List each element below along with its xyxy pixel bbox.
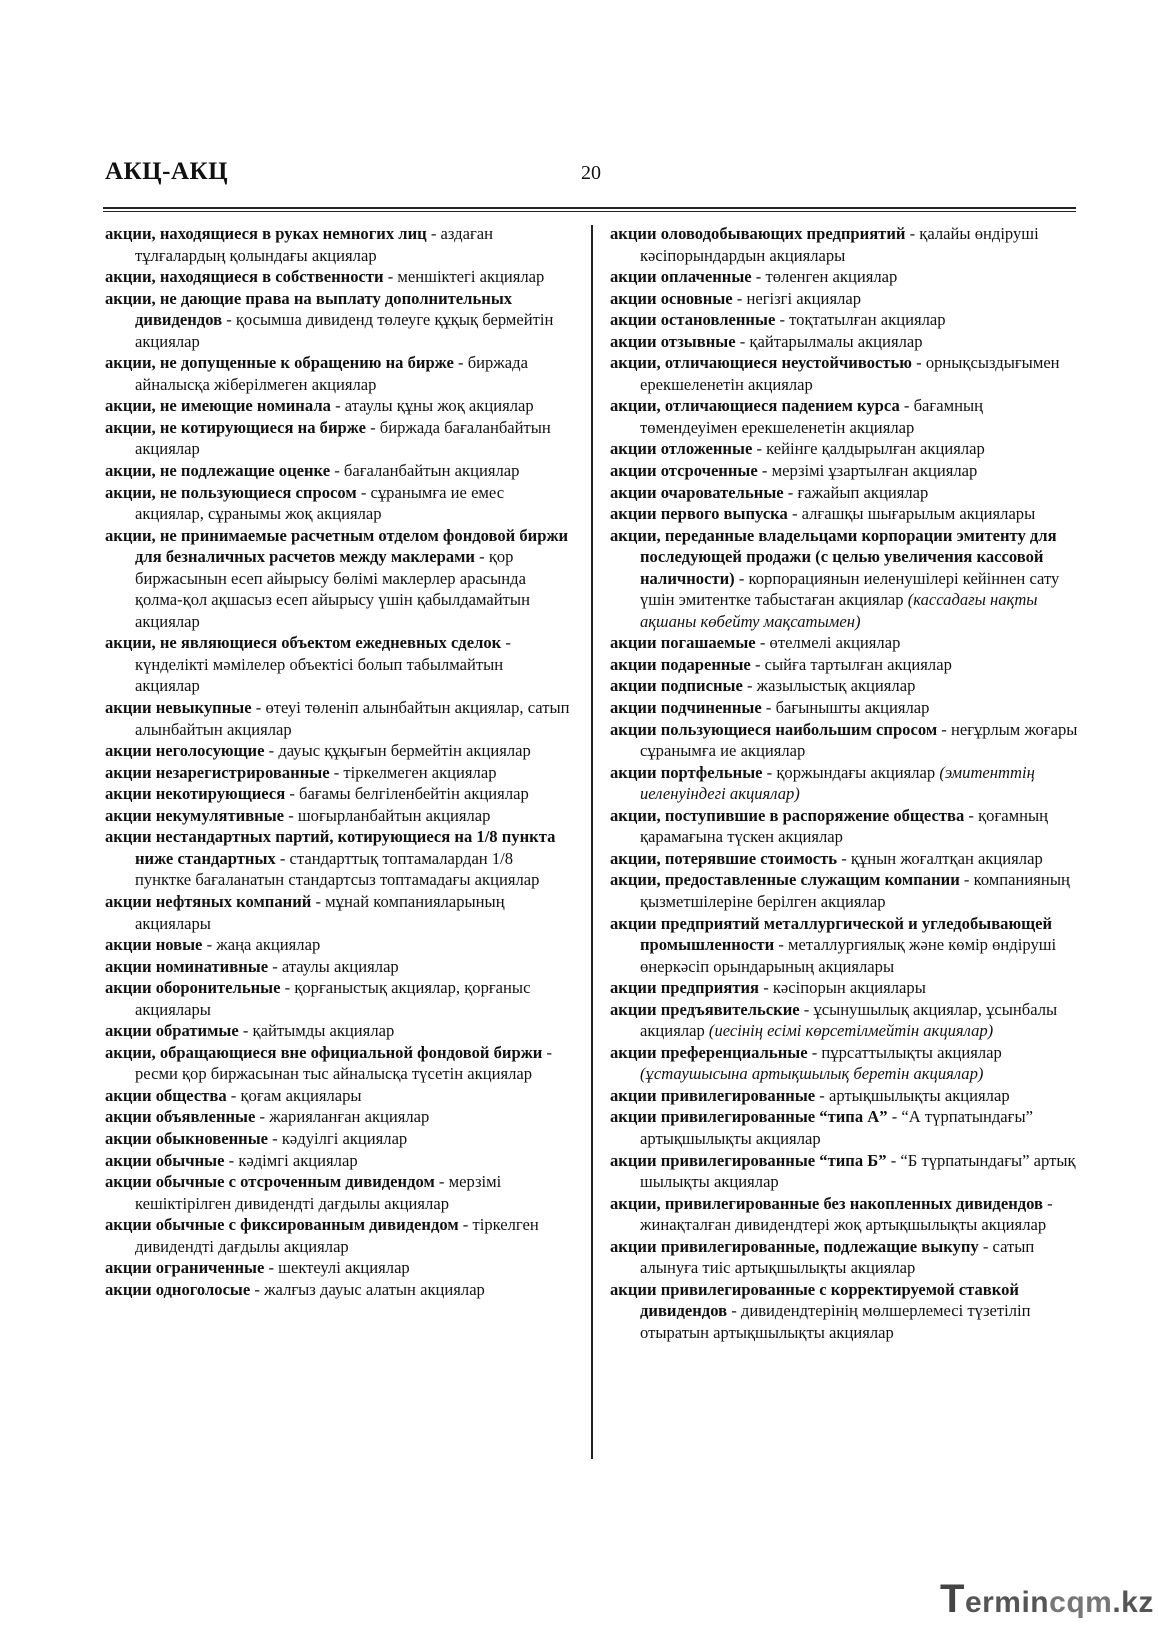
entry-translation: металлургиялық және көмір өндіруші өнеркәсіп орындарының акциялары [640, 935, 1057, 976]
entry-translation: сыйға тартылған акциялар [764, 654, 952, 674]
entry-translation: қалайы өндіруші кәсіпорындардын акциялары [640, 224, 1039, 265]
entry-term: акции предприятий металлургической и угледобывающей промышленности [610, 913, 1053, 955]
entry-translation: неғұрлым жоғары сұранымға ие акциялар [640, 719, 1078, 761]
dictionary-entry: акции, поступившие в распоряжение общества - қоғамның қарамағына түскен акциялар [610, 805, 1049, 847]
entry-term: акции, находящиеся в руках немногих лиц [105, 224, 427, 243]
dictionary-entry: акции, отличающиеся падением курса - бағамның төмендеуімен ерекшеленетін акциялар [610, 396, 983, 437]
entry-term: акции незарегистрированные [105, 762, 330, 782]
entry-translation: “Б түрпатындағы” артық шылықты акциялар [640, 1150, 1076, 1192]
entry-term: акции, не являющиеся объектом ежедневных сделок [105, 633, 502, 653]
dictionary-entry: акции, находящиеся в собственности - меншіктегі акциялар [105, 267, 545, 287]
entry-term: акции пользующиеся наибольшим спросом [610, 719, 938, 739]
dictionary-entry: акции, не допущенные к обращению на бирже - биржада айналысқа жіберілмеген акциялар [105, 353, 528, 394]
entry-translation: мерзімі ұзартылған акциялар [771, 461, 978, 481]
dictionary-entry: акции нефтяных компаний - мұнай компанияларының акциялары [105, 891, 505, 933]
entry-translation: қоржындағы акциялар [776, 762, 936, 782]
dictionary-entry: акции обычные с отсроченным дивидендом - мерзімі кешіктірілген дивидендті дағдылы акциялар [105, 1172, 502, 1213]
dictionary-entry: акции неголосующие - дауыс құқығын бермейтін акциялар [105, 741, 531, 761]
entry-term: акции привилегированные [610, 1085, 816, 1105]
dictionary-entry: акции оловодобывающих предприятий - қалайы өндіруші кәсіпорындардын акциялары [610, 224, 1039, 265]
entry-term: акции обыкновенные [105, 1128, 269, 1148]
entry-term: акции, переданные владельцами корпорации эмитенту для последующей продажи (с целью увеличения кассовой наличности) [610, 525, 1057, 588]
entry-translation: корпорациянын иеленушілері кейіннен сату үшін эмитентке табыстаған акциялар [640, 568, 1060, 610]
dictionary-entry: акции ограниченные - шектеулі акциялар [105, 1258, 410, 1278]
entry-translation: кәсіпорын акциялары [772, 978, 926, 998]
entry-term: акции преференциальные [610, 1042, 808, 1062]
entry-translation: стандарттық топтамалардан 1/8 пунктке бағаланатын стандартсыз топтамадағы акциялар [135, 848, 540, 890]
left-column [105, 223, 572, 1300]
entry-note: (ұстаушысына артықшылық беретін акциялар) [640, 1064, 984, 1084]
dictionary-entry: акции, переданные владельцами корпорации эмитенту для последующей продажи (с целью увеличения кассовой наличности) - корпорациянын иеленушілері кейіннен сату үшін эмитентке табыстаған акциялар (кассадағы нақты ақшаны көбейту мақсатымен) [610, 525, 1060, 631]
dictionary-entry: акции портфельные - қоржындағы акциялар (эмитенттің иеленуіндегі акциялар) [610, 762, 1035, 804]
entry-term: акции объявленные [105, 1107, 256, 1127]
entry-translation: меншіктегі акциялар [397, 267, 545, 287]
entry-translation: қайтымды акциялар [252, 1021, 395, 1041]
header-rule-thin [103, 211, 1076, 212]
dictionary-entry: акции привилегированные - артықшылықты акциялар [610, 1085, 1010, 1105]
dictionary-entry: акции предприятий металлургической и угледобывающей промышленности - металлургиялық және көмір өндіруші өнеркәсіп орындарының акциялары [610, 913, 1057, 976]
entry-translation: бағынышты акциялар [775, 698, 930, 718]
entry-translation: жинақталған дивидендтері жоқ артықшылықты акциялар [640, 1215, 1047, 1235]
dictionary-entry: акции, не котирующиеся на бирже - биржада бағаланбайтын акциялар [105, 417, 551, 459]
entry-term: акции, отличающиеся неустойчивостью [610, 353, 912, 373]
dictionary-entry: акции, находящиеся в руках немногих лиц - аздаған тұлғалардың қолындағы акциялар [105, 224, 494, 265]
entry-translation: ғажайып акциялар [797, 482, 929, 502]
entry-translation: шектеулі акциялар [278, 1258, 410, 1278]
entry-term: акции ограниченные [105, 1258, 265, 1278]
entry-translation: ұсынушылық акциялар, ұсынбалы акциялар [640, 999, 1058, 1041]
entry-translation: қайтарылмалы акциялар [749, 331, 923, 351]
entry-term: акции, не дающие права на выплату дополнительных дивидендов [105, 288, 513, 330]
entry-translation: жалғыз дауыс алатын акциялар [264, 1279, 485, 1299]
dictionary-entry: акции погашаемые - өтелмелі акциялар [610, 633, 901, 653]
entry-translation: қоғам акциялары [240, 1085, 362, 1105]
dictionary-entry: акции обратимые - қайтымды акциялар [105, 1021, 395, 1041]
entry-term: акции, находящиеся в собственности [105, 267, 384, 287]
entry-term: акции номинативные [105, 956, 269, 976]
dictionary-entry: акции пользующиеся наибольшим спросом - неғұрлым жоғары сұранымға ие акциялар [610, 719, 1078, 761]
entry-translation: кәдімгі акциялар [238, 1150, 358, 1170]
entry-term: акции, не имеющие номинала [105, 396, 331, 416]
dictionary-entry: акции, не принимаемые расчетным отделом фондовой биржи для безналичных расчетов между маклерами - қор биржасынын есеп айырысу бөлімі маклерлер арасында қолма-қол ақшасыз есеп айырысу үшін қабылдамайтын акциялар [105, 525, 569, 631]
entry-translation: дивидендтерінің мөлшерлемесі түзетіліп отыратын артықшылықты акциялар [640, 1301, 1031, 1342]
entry-term: акции одноголосые [105, 1279, 251, 1299]
entry-translation: өтелмелі акциялар [769, 633, 901, 653]
entry-term: акции портфельные [610, 762, 763, 782]
dictionary-entry: акции предприятия - кәсіпорын акциялары [610, 978, 926, 998]
dictionary-entry: акции объявленные - жарияланған акциялар [105, 1107, 430, 1127]
dictionary-entry: акции номинативные - атаулы акциялар [105, 956, 399, 976]
dictionary-entry: акции, не дающие права на выплату дополнительных дивидендов - қосымша дивиденд төлеуге құқық бермейтін акциялар [105, 288, 554, 351]
entry-translation: атаулы акциялар [281, 956, 399, 976]
entry-term: акции, не допущенные к обращению на бирже [105, 353, 454, 373]
entry-term: акции подаренные [610, 654, 751, 674]
entry-term: акции общества [105, 1085, 227, 1105]
entry-translation: компанияның қызметшілеріне берілген акциялар [640, 870, 1070, 911]
dictionary-entry: акции оборонительные - қорғаныстық акциялар, қорғаныс акциялары [105, 978, 531, 1019]
entry-term: акции, не котирующиеся на бирже [105, 417, 366, 437]
entry-translation: аздаған тұлғалардың қолындағы акциялар [135, 224, 494, 265]
entry-term: акции отзывные [610, 331, 736, 351]
dictionary-entry: акции обычные с фиксированным дивидендом - тіркелген дивидендті дағдылы акциялар [105, 1215, 539, 1256]
entry-translation: мұнай компанияларының акциялары [135, 891, 505, 933]
entry-term: акции оборонительные [105, 978, 281, 998]
entry-translation: сұранымға ие емес акциялар, сұранымы жоқ акциялар [135, 482, 505, 524]
dictionary-entry: акции привилегированные “типа Б” - “Б түрпатындағы” артық шылықты акциялар [610, 1150, 1076, 1192]
dictionary-entry: акции некумулятивные - шоғырланбайтын акциялар [105, 805, 491, 825]
dictionary-entry: акции нестандартных партий, котирующиеся на 1/8 пункта ниже стандартных - стандарттық топтамалардан 1/8 пунктке бағаланатын стандартсыз топтамадағы акциялар [105, 827, 556, 890]
dictionary-entry: акции предъявительские - ұсынушылық акциялар, ұсынбалы акциялар (иесінің есімі көрсетілмейтін акциялар) [610, 999, 1058, 1041]
entry-note: (кассадағы нақты ақшаны көбейту мақсатымен) [640, 590, 1038, 631]
dictionary-entry: акции отложенные - кейінге қалдырылған акциялар [610, 439, 985, 459]
dictionary-entry: акции, не пользующиеся спросом - сұранымға ие емес акциялар, сұранымы жоқ акциялар [105, 482, 505, 524]
dictionary-entry: акции некотирующиеся - бағамы белгіленбейтін акциялар [105, 784, 529, 804]
page-header-title: АКЦ-АКЦ [105, 158, 229, 185]
entry-term: акции подчиненные [610, 698, 762, 718]
entry-translation: тіркелген дивидендті дағдылы акциялар [135, 1215, 539, 1256]
termincom-logo: Termincqm.kz [940, 1577, 1154, 1621]
entry-term: акции нестандартных партий, котирующиеся на 1/8 пункта ниже стандартных [105, 827, 556, 868]
dictionary-entry: акции, предоставленные служащим компании - компанияның қызметшілеріне берілген акциялар [610, 870, 1070, 911]
entry-term: акции отложенные [610, 439, 753, 459]
dictionary-entry: акции, не подлежащие оценке - бағаланбайтын акциялар [105, 461, 520, 481]
entry-term: акции обратимые [105, 1021, 239, 1041]
entry-term: акции, поступившие в распоряжение общества [610, 805, 965, 825]
entry-term: акции, не пользующиеся спросом [105, 482, 357, 502]
entry-term: акции оловодобывающих предприятий [610, 224, 906, 243]
right-column [610, 223, 1078, 1343]
page-number: 20 [581, 162, 601, 184]
dictionary-entry: акции привилегированные, подлежащие выкупу - сатып алынуға тиіс артықшылықты акциялар [610, 1236, 1035, 1278]
entry-term: акции очаровательные [610, 482, 784, 502]
dictionary-entry: акции отсроченные - мерзімі ұзартылған акциялар [610, 461, 978, 481]
dictionary-entry: акции обычные - кәдімгі акциялар [105, 1150, 358, 1170]
dictionary-entry: акции преференциальные - пұрсаттылықты акциялар (ұстаушысына артықшылық беретін акциялар) [610, 1042, 1002, 1084]
dictionary-entry: акции, привилегированные без накопленных дивидендов - жинақталған дивидендтері жоқ артықшылықты акциялар [610, 1193, 1053, 1235]
entry-term: акции, не подлежащие оценке [105, 461, 331, 481]
entry-term: акции оплаченные [610, 267, 752, 287]
dictionary-entry: акции, отличающиеся неустойчивостью - орнықсыздығымен ерекшеленетін акциялар [610, 353, 1060, 394]
dictionary-entry: акции первого выпуска - алғашқы шығарылым акциялары [610, 504, 1036, 524]
entry-term: акции подписные [610, 676, 743, 696]
entry-translation: сатып алынуға тиіс артықшылықты акциялар [640, 1236, 1035, 1278]
entry-translation: тіркелмеген акциялар [343, 762, 497, 782]
header-rule [103, 207, 1076, 209]
entry-note: (иесінің есімі көрсетілмейтін акциялар) [708, 1021, 994, 1041]
entry-term: акции, не принимаемые расчетным отделом фондовой биржи для безналичных расчетов между маклерами [105, 525, 569, 567]
entry-translation: бағамның төмендеуімен ерекшеленетін акциялар [640, 396, 983, 437]
entry-term: акции обычные с отсроченным дивидендом [105, 1172, 435, 1192]
entry-translation: бағамы белгіленбейтін акциялар [299, 784, 529, 804]
entry-translation: жарияланған акциялар [269, 1107, 430, 1127]
dictionary-entry: акции остановленные - тоқтатылған акциялар [610, 310, 946, 330]
entry-term: акции привилегированные с корректируемой ставкой дивидендов [610, 1279, 1019, 1321]
entry-term: акции невыкупные [105, 698, 252, 718]
entry-term: акции некумулятивные [105, 805, 285, 825]
dictionary-entry: акции привилегированные с корректируемой ставкой дивидендов - дивидендтерінің мөлшерлемесі түзетіліп отыратын артықшылықты акциялар [610, 1279, 1031, 1342]
dictionary-entry: акции, не являющиеся объектом ежедневных сделок - күнделікті мәмілелер объектісі болып табылмайтын акциялар [105, 633, 511, 696]
entry-term: акции первого выпуска [610, 504, 788, 524]
dictionary-entry: акции, потерявшие стоимость - құнын жоғалтқан акциялар [610, 848, 1043, 868]
entry-translation: алғашқы шығарылым акциялары [801, 504, 1036, 524]
dictionary-entry: акции новые - жаңа акциялар [105, 935, 321, 955]
entry-translation: биржада айналысқа жіберілмеген акциялар [135, 353, 528, 394]
entry-translation: күнделікті мәмілелер объектісі болып табылмайтын акциялар [135, 654, 504, 696]
entry-term: акции нефтяных компаний [105, 891, 312, 911]
dictionary-entry: акции очаровательные - ғажайып акциялар [610, 482, 929, 502]
entry-translation: бағаланбайтын акциялар [343, 461, 520, 481]
entry-translation: жазылыстық акциялар [756, 676, 916, 696]
entry-translation: “А түрпатындағы” артықшылықты акциялар [640, 1107, 1033, 1148]
entry-translation: ресми қор биржасынан тыс айналысқа түсетін акциялар [135, 1064, 533, 1084]
entry-term: акции, привилегированные без накопленных дивидендов [610, 1193, 1043, 1213]
entry-term: акции погашаемые [610, 633, 756, 653]
dictionary-entry: акции оплаченные - төленген акциялар [610, 267, 898, 287]
entry-translation: биржада бағаланбайтын акциялар [135, 417, 551, 459]
entry-translation: төленген акциялар [765, 267, 898, 287]
dictionary-entry: акции невыкупные - өтеуі төленіп алынбайтын акциялар, сатып алынбайтын акциялар [105, 698, 570, 739]
entry-term: акции, обращающиеся вне официальной фондовой биржи [105, 1042, 543, 1062]
dictionary-entry: акции основные - негізгі акциялар [610, 288, 862, 308]
entry-term: акции основные [610, 288, 733, 308]
entry-translation: қорғаныстық акциялар, қорғаныс акциялары [135, 978, 531, 1019]
entry-term: акции некотирующиеся [105, 784, 286, 804]
dictionary-entry: акции подаренные - сыйға тартылған акциялар [610, 654, 952, 674]
dictionary-entry: акции подчиненные - бағынышты акциялар [610, 698, 930, 718]
entry-translation: қор биржасынын есеп айырысу бөлімі маклерлер арасында қолма-қол ақшасыз есеп айырысу үшін қабылдамайтын акциялар [135, 547, 530, 631]
dictionary-entry: акции отзывные - қайтарылмалы акциялар [610, 331, 923, 351]
dictionary-entry: акции обыкновенные - кәдуілгі акциялар [105, 1128, 408, 1148]
entry-term: акции отсроченные [610, 461, 758, 481]
entry-translation: атаулы құны жоқ акциялар [344, 396, 534, 416]
entry-translation: дауыс құқығын бермейтін акциялар [278, 741, 531, 761]
entry-translation: қоғамның қарамағына түскен акциялар [640, 805, 1049, 847]
entry-translation: тоқтатылған акциялар [789, 310, 946, 330]
entry-translation: негізгі акциялар [746, 288, 862, 308]
entry-translation: пұрсаттылықты акциялар [821, 1042, 1002, 1062]
dictionary-entry: акции подписные - жазылыстық акциялар [610, 676, 916, 696]
entry-translation: шоғырланбайтын акциялар [297, 805, 491, 825]
entry-term: акции, отличающиеся падением курса [610, 396, 900, 416]
entry-translation: қосымша дивиденд төлеуге құқық бермейтін акциялар [135, 310, 554, 351]
entry-term: акции предприятия [610, 978, 760, 998]
entry-translation: орнықсыздығымен ерекшеленетін акциялар [640, 353, 1060, 394]
entry-term: акции привилегированные “типа Б” [610, 1150, 887, 1170]
dictionary-entry: акции, не имеющие номинала - атаулы құны жоқ акциялар [105, 396, 534, 416]
entry-translation: өтеуі төленіп алынбайтын акциялар, сатып алынбайтын акциялар [135, 698, 570, 739]
entry-translation: құнын жоғалтқан акциялар [850, 848, 1043, 868]
dictionary-entry: акции, обращающиеся вне официальной фондовой биржи - ресми қор биржасынан тыс айналысқа түсетін акциялар [105, 1042, 552, 1084]
entry-translation: кәдуілгі акциялар [281, 1128, 408, 1148]
entry-translation: мерзімі кешіктірілген дивидендті дағдылы акциялар [135, 1172, 502, 1213]
column-divider [591, 225, 593, 1459]
entry-term: акции обычные [105, 1150, 225, 1170]
entry-term: акции остановленные [610, 310, 776, 330]
entry-term: акции неголосующие [105, 741, 265, 761]
entry-term: акции, предоставленные служащим компании [610, 870, 960, 890]
entry-term: акции, потерявшие стоимость [610, 848, 838, 868]
entry-translation: артықшылықты акциялар [828, 1085, 1010, 1105]
entry-term: акции привилегированные, подлежащие выкупу [610, 1236, 979, 1256]
entry-term: акции новые [105, 935, 203, 955]
entry-term: акции обычные с фиксированным дивидендом [105, 1215, 459, 1235]
dictionary-entry: акции незарегистрированные - тіркелмеген акциялар [105, 762, 497, 782]
entry-term: акции привилегированные “типа А” [610, 1107, 888, 1127]
entry-term: акции предъявительские [610, 999, 800, 1019]
entry-translation: жаңа акциялар [216, 935, 321, 955]
dictionary-entry: акции привилегированные “типа А” - “А түрпатындағы” артықшылықты акциялар [610, 1107, 1033, 1148]
entry-note: (эмитенттің иеленуіндегі акциялар) [640, 762, 1035, 804]
dictionary-entry: акции одноголосые - жалғыз дауыс алатын акциялар [105, 1279, 485, 1299]
entry-translation: кейінге қалдырылған акциялар [766, 439, 985, 459]
dictionary-entry: акции общества - қоғам акциялары [105, 1085, 362, 1105]
